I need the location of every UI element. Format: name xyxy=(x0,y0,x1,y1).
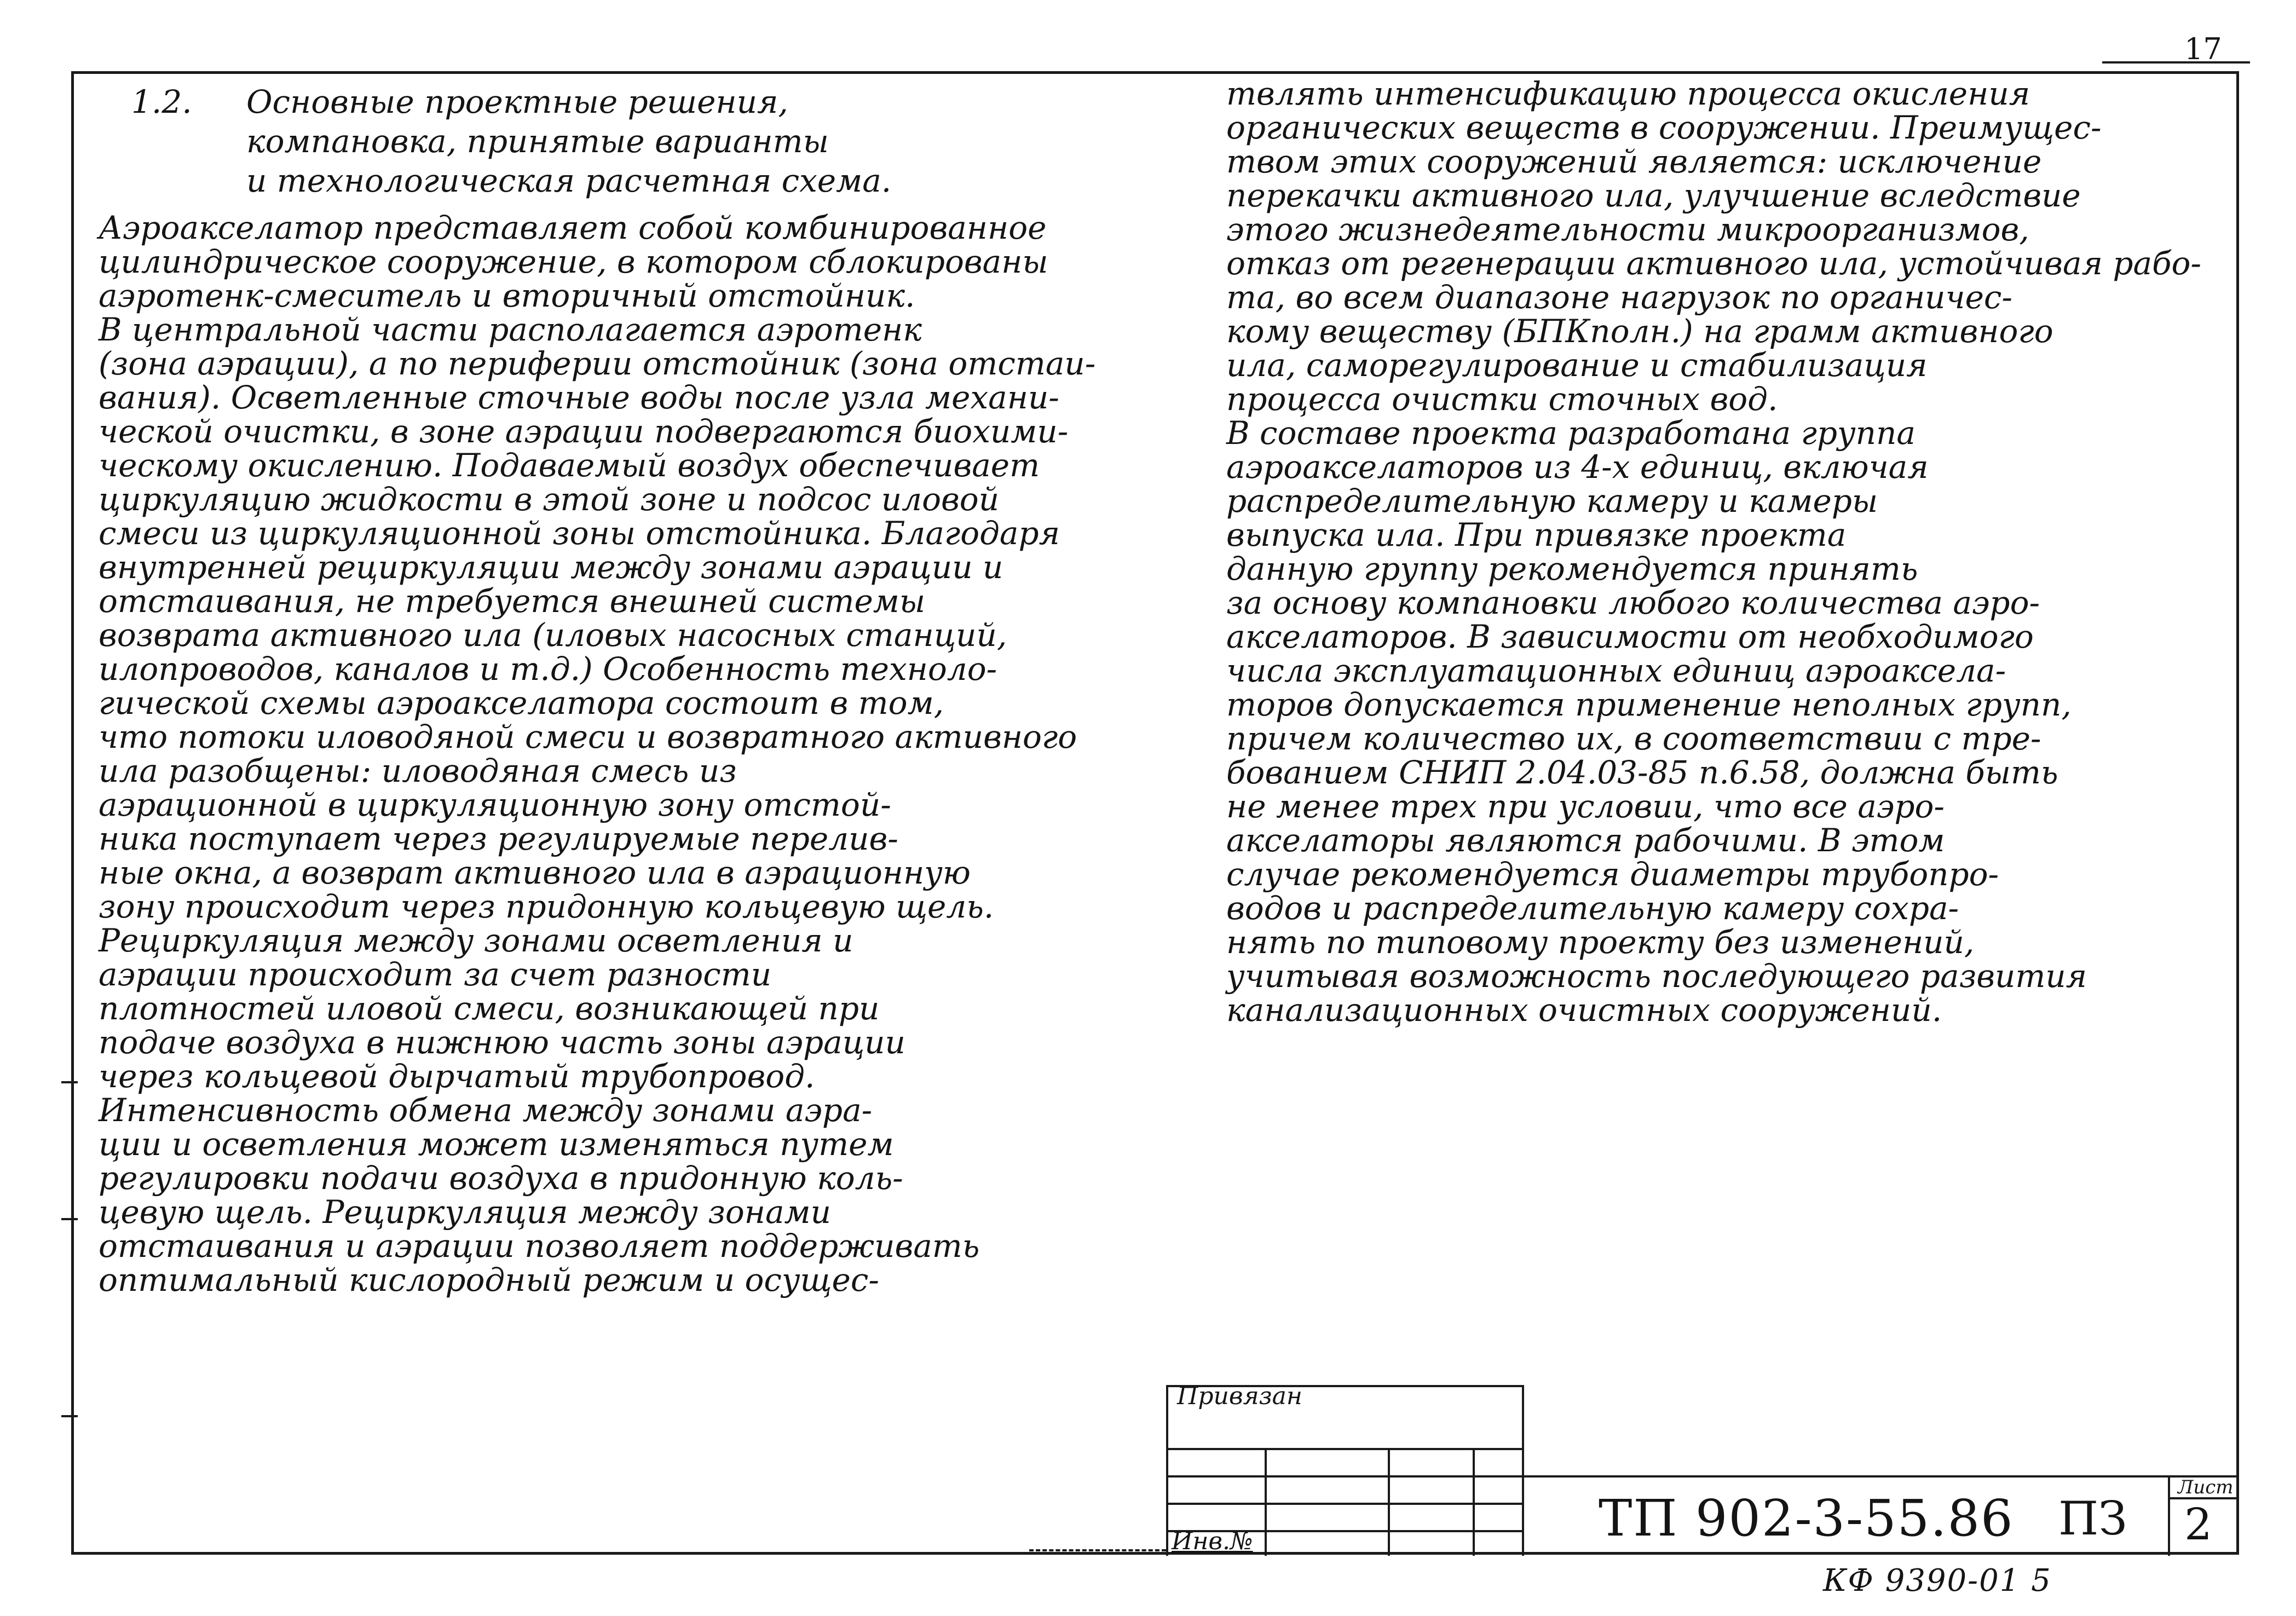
stamp-rule xyxy=(2168,1475,2170,1556)
text-line: процесса очистки сточных вод. xyxy=(1226,380,1778,418)
text-line: Рециркуляция между зонами осветления и xyxy=(99,922,853,959)
text-line: перекачки активного ила, улучшение вследствие xyxy=(1226,177,2081,214)
text-line: числа эксплуатационных единиц аэроаксела- xyxy=(1226,652,2006,689)
margin-tick xyxy=(61,1081,78,1083)
section-title-line: Основные проектные решения, xyxy=(246,83,788,120)
text-line: что потоки иловодяной смеси и возвратного активного xyxy=(99,718,1077,755)
margin-tick xyxy=(61,1415,78,1417)
text-line: твом этих сооружений является: исключение xyxy=(1226,143,2042,180)
corner-mark: 17 xyxy=(2184,32,2222,66)
text-line: (зона аэрации), а по периферии отстойник (зона отстаи- xyxy=(99,345,1096,382)
text-line: данную группу рекомендуется принять xyxy=(1226,550,1918,587)
text-line: цевую щель. Рециркуляция между зонами xyxy=(99,1193,831,1231)
document-code: ТП 902-3-55.86 xyxy=(1599,1489,2014,1548)
text-line: торов допускается применение неполных групп, xyxy=(1226,686,2072,723)
stamp-dashed-rule xyxy=(1029,1549,1166,1551)
text-line: циркуляцию жидкости в этой зоне и подсос иловой xyxy=(99,481,1000,518)
text-line: гической схемы аэроакселатора состоит в том, xyxy=(99,684,944,722)
text-line: смеси из циркуляционной зоны отстойника. Благодаря xyxy=(99,515,1060,552)
text-line: отстаивания, не требуется внешней системы xyxy=(99,582,926,620)
text-line: оптимальный кислородный режим и осущес- xyxy=(99,1261,879,1298)
bound-label: Привязан xyxy=(1177,1382,1302,1410)
text-line: ческому окислению. Подаваемый воздух обеспечивает xyxy=(99,447,1040,484)
text-line: Аэроакселатор представляет собой комбинированное xyxy=(99,209,1047,246)
stamp-rule xyxy=(1166,1503,1522,1505)
section-number: 1.2. xyxy=(131,83,192,120)
sheet-label: Лист xyxy=(2178,1476,2234,1498)
text-line: аэротенк-смеситель и вторичный отстойник. xyxy=(99,277,915,314)
stamp-rule xyxy=(1522,1385,1524,1556)
text-line: ника поступает через регулируемые перелив- xyxy=(99,820,898,857)
section-code: ПЗ xyxy=(2058,1492,2127,1545)
stamp-rule xyxy=(1473,1448,1475,1556)
sheet-number: 2 xyxy=(2184,1499,2212,1550)
text-line: вания). Осветленные сточные воды после узла механи- xyxy=(99,379,1059,416)
text-line: аэроакселаторов из 4-х единиц, включая xyxy=(1226,448,1929,486)
stamp-rule xyxy=(1166,1475,1522,1478)
text-line: распределительную камеру и камеры xyxy=(1226,482,1878,520)
text-line: ческой очистки, в зоне аэрации подвергаются биохими- xyxy=(99,413,1069,450)
inventory-label: Инв.№ xyxy=(1172,1527,1253,1555)
text-line: ила, саморегулирование и стабилизация xyxy=(1226,347,1928,384)
text-line: аэрации происходит за счет разности xyxy=(99,956,772,993)
text-line: этого жизнедеятельности микроорганизмов, xyxy=(1226,211,2029,248)
text-line: зону происходит через придонную кольцевую щель. xyxy=(99,888,994,925)
text-line: органических веществ в сооружении. Преимущес- xyxy=(1226,109,2102,146)
section-title-line: и технологическая расчетная схема. xyxy=(246,162,892,199)
text-line: причем количество их, в соответствии с тре- xyxy=(1226,720,2041,757)
text-line: отказ от регенерации активного ила, устойчивая рабо- xyxy=(1226,245,2201,282)
text-line: подаче воздуха в нижнюю часть зоны аэрации xyxy=(99,1024,905,1061)
text-line: возврата активного ила (иловых насосных станций, xyxy=(99,616,1007,654)
text-line: кому веществу (БПКполн.) на грамм активного xyxy=(1226,313,2053,350)
text-line: внутренней рециркуляции между зонами аэрации и xyxy=(99,549,1003,586)
text-line: илопроводов, каналов и т.д.) Особенность техноло- xyxy=(99,650,997,688)
sheet-top-rule xyxy=(2102,61,2250,64)
text-line: не менее трех при условии, что все аэро- xyxy=(1226,788,1945,825)
text-line: канализационных очистных сооружений. xyxy=(1226,991,1942,1029)
text-line: та, во всем диапазоне нагрузок по органичес- xyxy=(1226,279,2012,316)
stamp-rule xyxy=(1388,1448,1390,1556)
text-line: отстаивания и аэрации позволяет поддерживать xyxy=(99,1227,980,1265)
text-line: плотностей иловой смеси, возникающей при xyxy=(99,990,880,1027)
text-line: ции и осветления может изменяться путем xyxy=(99,1126,894,1163)
section-title xyxy=(246,82,891,200)
stamp-rule xyxy=(1522,1475,2239,1478)
text-line: ные окна, а возврат активного ила в аэрационную xyxy=(99,854,971,891)
left-text-column xyxy=(99,211,1095,1297)
text-line: случае рекомендуется диаметры трубопро- xyxy=(1226,856,1999,893)
section-title-line: компановка, принятые варианты xyxy=(246,123,829,160)
text-line: В составе проекта разработана группа xyxy=(1226,414,1916,452)
stamp-rule xyxy=(1265,1448,1267,1556)
right-text-column xyxy=(1226,77,2201,1027)
text-line: Интенсивность обмена между зонами аэра- xyxy=(99,1092,873,1129)
text-line: нять по типовому проекту без изменений, xyxy=(1226,924,1975,961)
stamp-rule xyxy=(1166,1448,1522,1450)
text-line: бованием СНИП 2.04.03-85 п.6.58, должна быть xyxy=(1226,754,2058,791)
text-line: учитывая возможность последующего развития xyxy=(1226,957,2087,995)
text-line: выпуска ила. При привязке проекта xyxy=(1226,516,1847,553)
text-line: акселаторов. В зависимости от необходимого xyxy=(1226,618,2034,655)
text-line: ила разобщены: иловодяная смесь из xyxy=(99,752,737,789)
text-line: твлять интенсификацию процесса окисления xyxy=(1226,75,2030,112)
text-line: аэрационной в циркуляционную зону отстой- xyxy=(99,786,891,823)
text-line: цилиндрическое сооружение, в котором сблокированы xyxy=(99,243,1048,280)
text-line: через кольцевой дырчатый трубопровод. xyxy=(99,1058,815,1095)
text-line: за основу компановки любого количества аэро- xyxy=(1226,584,2040,621)
margin-tick xyxy=(61,1218,78,1220)
text-line: водов и распределительную камеру сохра- xyxy=(1226,890,1959,927)
footer-code: КФ 9390-01 5 xyxy=(1823,1563,2052,1598)
text-line: В центральной части располагается аэротенк xyxy=(99,311,922,348)
text-line: акселаторы являются рабочими. В этом xyxy=(1226,822,1945,859)
text-line: регулировки подачи воздуха в придонную коль- xyxy=(99,1159,903,1197)
